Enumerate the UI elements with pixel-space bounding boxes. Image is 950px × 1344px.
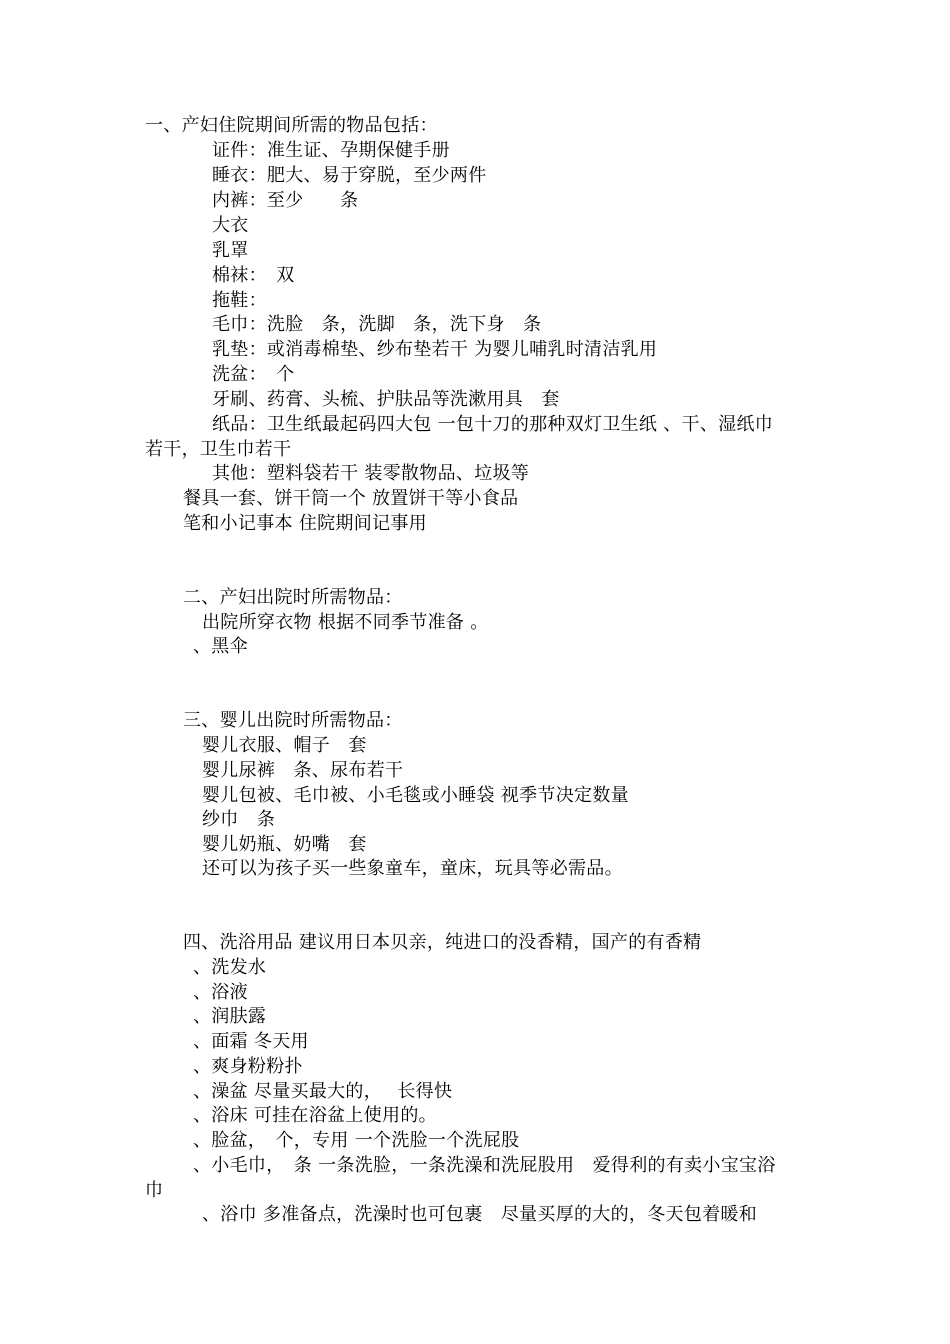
- list-item: 大衣: [212, 215, 249, 236]
- list-item: 毛巾：洗脸 条，洗脚 条，洗下身 条: [212, 314, 542, 335]
- list-item: 乳垫：或消毒棉垫、纱布垫若干 为婴儿哺乳时清洁乳用: [212, 339, 658, 360]
- list-item: 出院所穿衣物 根据不同季节准备 。: [202, 612, 489, 633]
- list-item: 还可以为孩子买一些象童车，童床，玩具等必需品。: [202, 858, 623, 879]
- section-2-heading: 二、产妇出院时所需物品：: [183, 587, 403, 608]
- list-item-continuation: 巾: [145, 1180, 164, 1201]
- list-item: 婴儿奶瓶、奶嘴 套: [202, 834, 367, 855]
- list-item: 乳罩: [212, 240, 249, 261]
- list-item: 纸品：卫生纸最起码四大包 一包十刀的那种双灯卫生纸 、干、湿纸巾: [212, 414, 774, 435]
- list-item: 、浴液: [193, 982, 248, 1003]
- list-item: 、润肤露: [193, 1006, 267, 1027]
- section-3-heading: 三、婴儿出院时所需物品：: [183, 710, 403, 731]
- list-item: 洗盆： 个: [212, 364, 295, 385]
- list-item: 睡衣：肥大、易于穿脱，至少两件: [212, 165, 487, 186]
- list-item: 、脸盆， 个，专用 一个洗脸一个洗屁股: [193, 1130, 520, 1151]
- list-item: 拖鞋：: [212, 290, 267, 311]
- list-item: 、小毛巾， 条 一条洗脸，一条洗澡和洗屁股用 爱得利的有卖小宝宝浴: [193, 1155, 776, 1176]
- list-item: 笔和小记事本 住院期间记事用: [183, 513, 427, 534]
- list-item: 牙刷、药膏、头梳、护肤品等洗漱用具 套: [212, 389, 560, 410]
- list-item: 餐具一套、饼干筒一个 放置饼干等小食品: [183, 488, 519, 509]
- list-item: 棉袜： 双: [212, 265, 295, 286]
- list-item: 、黑伞: [193, 636, 248, 657]
- list-item: 婴儿尿裤 条、尿布若干: [202, 760, 404, 781]
- list-item: 内裤：至少 条: [212, 190, 359, 211]
- list-item: 纱巾 条: [202, 809, 276, 830]
- list-item: 证件：准生证、孕期保健手册: [212, 140, 450, 161]
- section-4-heading: 四、洗浴用品 建议用日本贝亲，纯进口的没香精，国产的有香精: [183, 932, 702, 953]
- list-item: 、爽身粉粉扑: [193, 1056, 303, 1077]
- list-item: 婴儿包被、毛巾被、小毛毯或小睡袋 视季节决定数量: [202, 785, 629, 806]
- list-item-continuation: 若干，卫生巾若干: [145, 439, 292, 460]
- list-item: 、澡盆 尽量买最大的， 长得快: [193, 1081, 453, 1102]
- list-item: 、面霜 冬天用: [193, 1031, 309, 1052]
- list-item: 其他：塑料袋若干 装零散物品、垃圾等: [212, 463, 530, 484]
- section-1-heading: 一、产妇住院期间所需的物品包括：: [145, 115, 438, 136]
- list-item: 婴儿衣服、帽子 套: [202, 735, 367, 756]
- list-item: 、洗发水: [193, 957, 267, 978]
- list-item: 、浴床 可挂在浴盆上使用的。: [193, 1105, 437, 1126]
- list-item: 、浴巾 多准备点，洗澡时也可包裹 尽量买厚的大的，冬天包着暖和: [202, 1204, 758, 1225]
